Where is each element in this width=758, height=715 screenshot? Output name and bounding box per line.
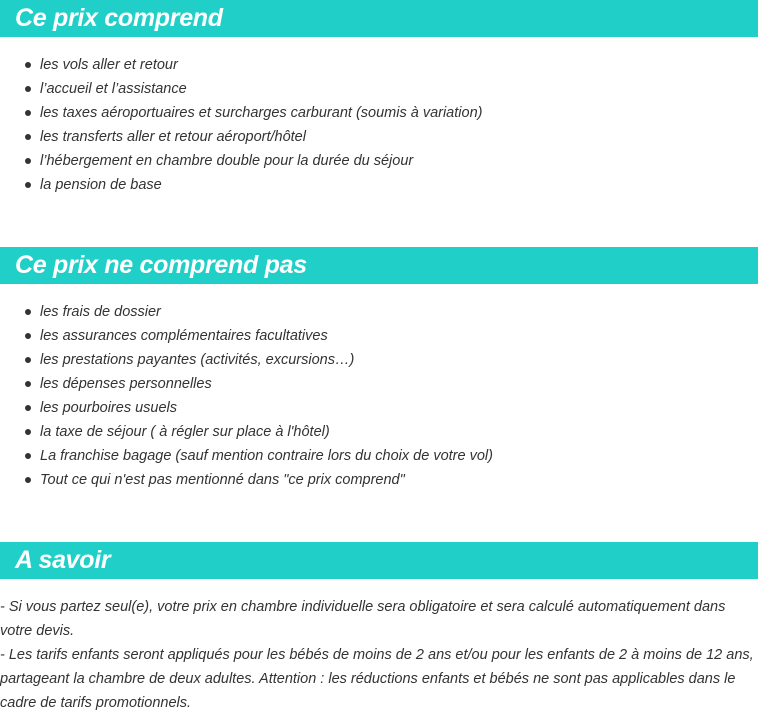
list-item-text: l’accueil et l’assistance (40, 81, 187, 97)
excludes-list (0, 300, 493, 492)
list-item-text: les frais de dossier (40, 304, 161, 320)
list-item-text: l’hébergement en chambre double pour la durée du séjour (40, 153, 414, 169)
includes-list (0, 53, 482, 197)
bullet-icon (25, 158, 31, 164)
bullet-icon (25, 86, 31, 92)
list-item (0, 300, 493, 324)
list-item (0, 420, 493, 444)
savoir-paragraph: - Si vous partez seul(e), votre prix en chambre individuelle sera obligatoire et sera calculé automatiquement dans votre devis. (0, 599, 726, 639)
list-item (0, 372, 493, 396)
list-item-text: les prestations payantes (activités, excursions…) (40, 352, 355, 368)
bullet-icon (25, 182, 31, 188)
list-item-text: les vols aller et retour (40, 57, 178, 73)
list-item (0, 77, 482, 101)
list-item-text: La franchise bagage (sauf mention contraire lors du choix de votre vol) (40, 448, 493, 464)
list-item-text: les pourboires usuels (40, 400, 178, 416)
list-item (0, 444, 493, 468)
list-item (0, 53, 482, 77)
savoir-paragraph: - Les tarifs enfants seront appliqués pour les bébés de moins de 2 ans et/ou pour les enfants de 2 à moins de 12 ans, partageant la chambre de deux adultes. Attention : les réductions enfants et bébés ne sont pas applicables dans le cadre de tarifs promotionnels. (0, 647, 754, 711)
bullet-icon (25, 134, 31, 140)
list-item-text: les dépenses personnelles (40, 376, 212, 392)
savoir-text (0, 595, 758, 715)
list-item-text: la pension de base (40, 177, 162, 193)
bullet-icon (25, 333, 31, 339)
bullet-icon (25, 453, 31, 459)
list-item-text: la taxe de séjour ( à régler sur place à l'hôtel) (40, 424, 330, 440)
list-item-text: les taxes aéroportuaires et surcharges carburant (soumis à variation) (40, 105, 483, 121)
bullet-icon (25, 381, 31, 387)
list-item (0, 324, 493, 348)
bullet-icon (25, 309, 31, 315)
list-item (0, 468, 493, 492)
list-item (0, 125, 482, 149)
list-item (0, 396, 493, 420)
list-item (0, 348, 493, 372)
list-item (0, 101, 482, 125)
list-item-text: les transferts aller et retour aéroport/hôtel (40, 129, 306, 145)
bullet-icon (25, 405, 31, 411)
bullet-icon (25, 62, 31, 68)
list-item-text: Tout ce qui n'est pas mentionné dans "ce prix comprend" (40, 472, 405, 488)
list-item-text: les assurances complémentaires facultatives (40, 328, 328, 344)
bullet-icon (25, 110, 31, 116)
section-title-excludes: Ce prix ne comprend pas (0, 247, 758, 284)
list-item (0, 149, 482, 173)
list-item (0, 173, 482, 197)
section-title-savoir: A savoir (0, 542, 758, 579)
bullet-icon (25, 357, 31, 363)
bullet-icon (25, 477, 31, 483)
section-title-includes: Ce prix comprend (0, 0, 758, 37)
bullet-icon (25, 429, 31, 435)
